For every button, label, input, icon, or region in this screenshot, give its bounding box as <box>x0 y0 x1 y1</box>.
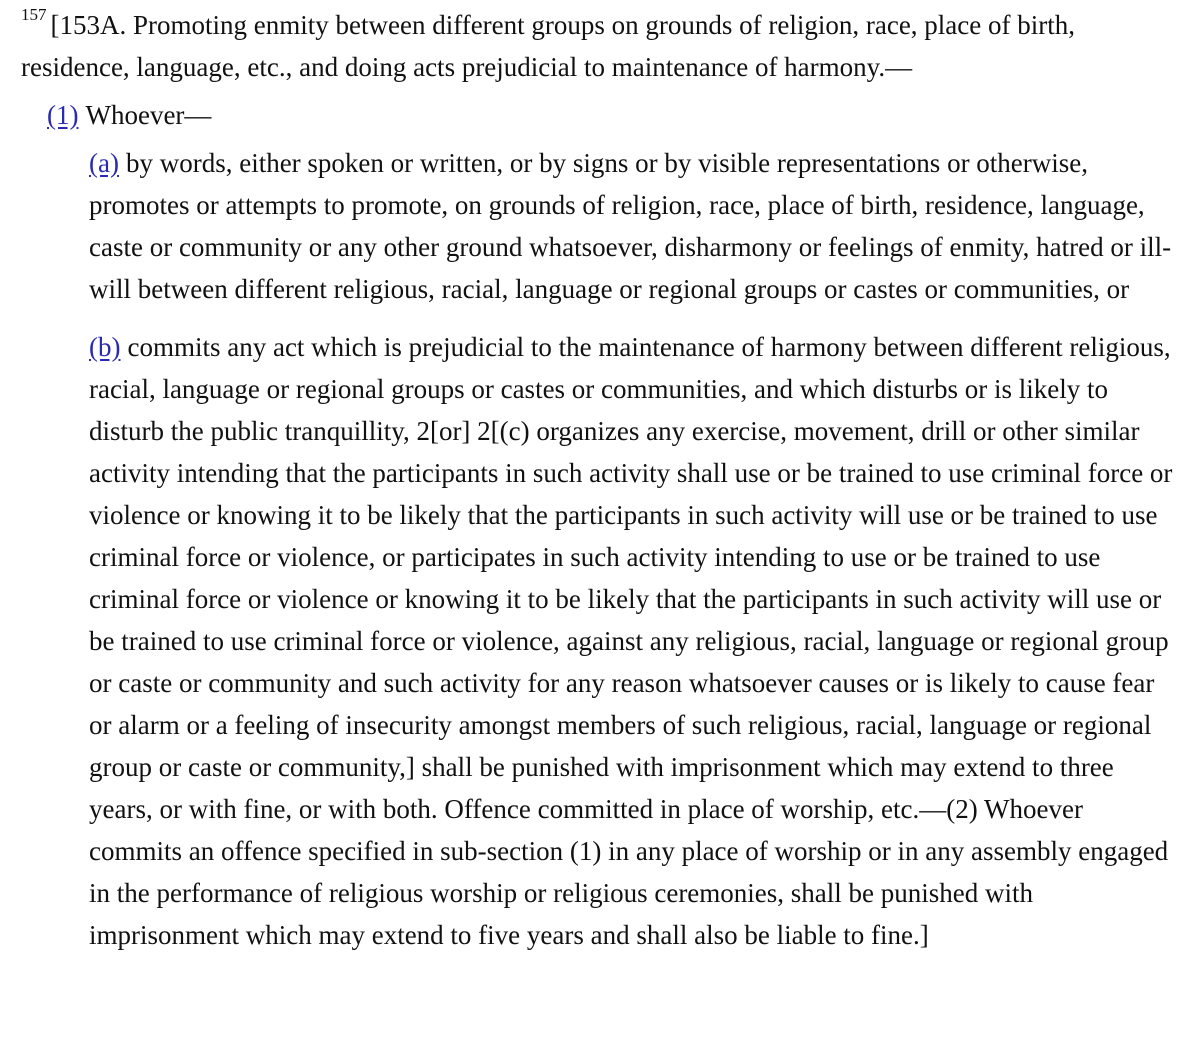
subsection-1-link[interactable]: (1) <box>47 100 79 130</box>
clause-a <box>89 142 1182 310</box>
clause-a-text: by words, either spoken or written, or by signs or by visible representations or otherwise, promotes or attempts to promote, on grounds of religion, race, place of birth, residence, language, caste or community or any other ground whatsoever, disharmony or feelings of enmity, hatred or ill-will between different religious, racial, language or regional groups or castes or communities, or <box>89 148 1172 304</box>
clause-b-link[interactable]: (b) <box>89 332 121 362</box>
subsection-1 <box>47 94 1182 136</box>
clause-a-link[interactable]: (a) <box>89 148 119 178</box>
section-heading <box>21 4 1182 88</box>
subsection-1-text: Whoever— <box>85 100 212 130</box>
footnote-number: 157 <box>21 5 47 24</box>
clause-b-text: commits any act which is prejudicial to the maintenance of harmony between different religious, racial, language or regional groups or castes or communities, and which disturbs or is likely to disturb the public tranquillity, 2[or] 2[(c) organizes any exercise, movement, drill or other similar activity intending that the participants in such activity shall use or be trained to use criminal force or violence or knowing it to be likely that the participants in such activity will use or be trained to use criminal force or violence, or participates in such activity intending to use or be trained to use criminal force or violence or knowing it to be likely that the participants in such activity will use or be trained to use criminal force or violence, against any religious, racial, language or regional group or caste or community and such activity for any reason whatsoever causes or is likely to cause fear or alarm or a feeling of insecurity amongst members of such religious, racial, language or regional group or caste or community,] shall be punished with imprisonment which may extend to three years, or with fine, or with both. Offence committed in place of worship, etc.—(2) Whoever commits an offence specified in sub-section (1) in any place of worship or in any assembly engaged in the performance of religious worship or religious ceremonies, shall be punished with imprisonment which may extend to five years and shall also be liable to fine.] <box>89 332 1173 950</box>
clause-b <box>89 326 1182 956</box>
section-title: [153A. Promoting enmity between different groups on grounds of religion, race, place of birth, residence, language, etc., and doing acts prejudicial to maintenance of harmony.— <box>21 10 1075 82</box>
